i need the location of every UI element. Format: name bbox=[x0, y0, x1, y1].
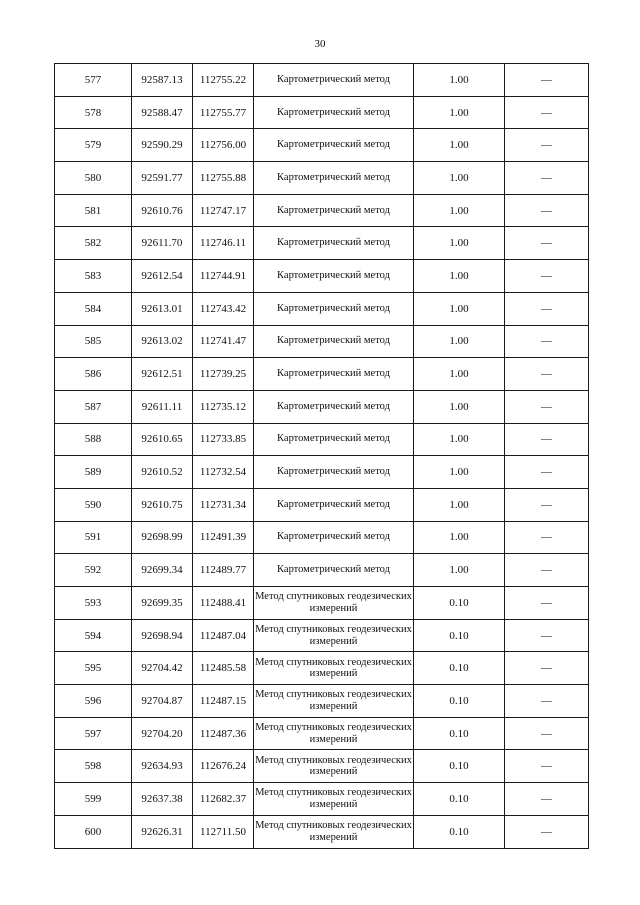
method-cell: Картометрический метод bbox=[254, 423, 414, 456]
method-cell: Картометрический метод bbox=[254, 292, 414, 325]
accuracy-cell: 1.00 bbox=[414, 554, 505, 587]
y-coordinate-cell: 112676.24 bbox=[193, 750, 254, 783]
description-cell: — bbox=[505, 162, 589, 195]
y-coordinate-cell: 112755.88 bbox=[193, 162, 254, 195]
point-number-cell: 587 bbox=[55, 390, 132, 423]
table-row bbox=[55, 750, 589, 783]
point-number-cell: 578 bbox=[55, 96, 132, 129]
x-coordinate-cell: 92611.11 bbox=[132, 390, 193, 423]
y-coordinate-cell: 112489.77 bbox=[193, 554, 254, 587]
method-cell: Картометрический метод bbox=[254, 488, 414, 521]
table-row bbox=[55, 260, 589, 293]
point-number-cell: 600 bbox=[55, 815, 132, 848]
y-coordinate-cell: 112755.22 bbox=[193, 64, 254, 97]
accuracy-cell: 1.00 bbox=[414, 325, 505, 358]
description-cell: — bbox=[505, 194, 589, 227]
description-cell: — bbox=[505, 96, 589, 129]
accuracy-cell: 0.10 bbox=[414, 619, 505, 652]
x-coordinate-cell: 92626.31 bbox=[132, 815, 193, 848]
description-cell: — bbox=[505, 815, 589, 848]
accuracy-cell: 1.00 bbox=[414, 488, 505, 521]
table-row bbox=[55, 390, 589, 423]
table-row bbox=[55, 325, 589, 358]
accuracy-cell: 1.00 bbox=[414, 96, 505, 129]
method-cell: Метод спутниковых геодезических измерений bbox=[254, 685, 414, 718]
description-cell: — bbox=[505, 587, 589, 620]
table-row bbox=[55, 227, 589, 260]
accuracy-cell: 1.00 bbox=[414, 521, 505, 554]
description-cell: — bbox=[505, 227, 589, 260]
table-row bbox=[55, 717, 589, 750]
description-cell: — bbox=[505, 488, 589, 521]
x-coordinate-cell: 92588.47 bbox=[132, 96, 193, 129]
method-cell: Картометрический метод bbox=[254, 390, 414, 423]
x-coordinate-cell: 92704.87 bbox=[132, 685, 193, 718]
x-coordinate-cell: 92612.54 bbox=[132, 260, 193, 293]
x-coordinate-cell: 92698.94 bbox=[132, 619, 193, 652]
description-cell: — bbox=[505, 64, 589, 97]
method-cell: Картометрический метод bbox=[254, 456, 414, 489]
method-cell: Картометрический метод bbox=[254, 554, 414, 587]
table-row bbox=[55, 685, 589, 718]
method-cell: Картометрический метод bbox=[254, 129, 414, 162]
table-row bbox=[55, 194, 589, 227]
method-cell: Картометрический метод bbox=[254, 358, 414, 391]
y-coordinate-cell: 112711.50 bbox=[193, 815, 254, 848]
y-coordinate-cell: 112487.15 bbox=[193, 685, 254, 718]
description-cell: — bbox=[505, 521, 589, 554]
description-cell: — bbox=[505, 129, 589, 162]
y-coordinate-cell: 112744.91 bbox=[193, 260, 254, 293]
point-number-cell: 594 bbox=[55, 619, 132, 652]
table-row bbox=[55, 358, 589, 391]
accuracy-cell: 1.00 bbox=[414, 260, 505, 293]
accuracy-cell: 0.10 bbox=[414, 815, 505, 848]
method-cell: Картометрический метод bbox=[254, 162, 414, 195]
description-cell: — bbox=[505, 685, 589, 718]
y-coordinate-cell: 112755.77 bbox=[193, 96, 254, 129]
x-coordinate-cell: 92610.52 bbox=[132, 456, 193, 489]
method-cell: Картометрический метод bbox=[254, 325, 414, 358]
x-coordinate-cell: 92698.99 bbox=[132, 521, 193, 554]
point-number-cell: 582 bbox=[55, 227, 132, 260]
table-row bbox=[55, 64, 589, 97]
y-coordinate-cell: 112743.42 bbox=[193, 292, 254, 325]
x-coordinate-cell: 92634.93 bbox=[132, 750, 193, 783]
coordinates-table bbox=[54, 63, 589, 849]
y-coordinate-cell: 112487.04 bbox=[193, 619, 254, 652]
method-cell: Картометрический метод bbox=[254, 64, 414, 97]
accuracy-cell: 0.10 bbox=[414, 717, 505, 750]
y-coordinate-cell: 112733.85 bbox=[193, 423, 254, 456]
description-cell: — bbox=[505, 652, 589, 685]
point-number-cell: 577 bbox=[55, 64, 132, 97]
accuracy-cell: 1.00 bbox=[414, 292, 505, 325]
table-row bbox=[55, 815, 589, 848]
description-cell: — bbox=[505, 423, 589, 456]
page-number: 30 bbox=[314, 38, 326, 50]
table-row bbox=[55, 652, 589, 685]
method-cell: Картометрический метод bbox=[254, 194, 414, 227]
accuracy-cell: 0.10 bbox=[414, 685, 505, 718]
x-coordinate-cell: 92610.75 bbox=[132, 488, 193, 521]
point-number-cell: 583 bbox=[55, 260, 132, 293]
point-number-cell: 589 bbox=[55, 456, 132, 489]
accuracy-cell: 1.00 bbox=[414, 227, 505, 260]
method-cell: Метод спутниковых геодезических измерений bbox=[254, 750, 414, 783]
x-coordinate-cell: 92591.77 bbox=[132, 162, 193, 195]
x-coordinate-cell: 92637.38 bbox=[132, 783, 193, 816]
point-number-cell: 584 bbox=[55, 292, 132, 325]
table-row bbox=[55, 96, 589, 129]
point-number-cell: 597 bbox=[55, 717, 132, 750]
table-row bbox=[55, 456, 589, 489]
point-number-cell: 585 bbox=[55, 325, 132, 358]
y-coordinate-cell: 112735.12 bbox=[193, 390, 254, 423]
method-cell: Метод спутниковых геодезических измерений bbox=[254, 717, 414, 750]
table-row bbox=[55, 488, 589, 521]
point-number-cell: 591 bbox=[55, 521, 132, 554]
method-cell: Метод спутниковых геодезических измерений bbox=[254, 619, 414, 652]
accuracy-cell: 0.10 bbox=[414, 652, 505, 685]
accuracy-cell: 1.00 bbox=[414, 358, 505, 391]
y-coordinate-cell: 112731.34 bbox=[193, 488, 254, 521]
table-row bbox=[55, 423, 589, 456]
y-coordinate-cell: 112487.36 bbox=[193, 717, 254, 750]
x-coordinate-cell: 92699.34 bbox=[132, 554, 193, 587]
point-number-cell: 579 bbox=[55, 129, 132, 162]
x-coordinate-cell: 92610.76 bbox=[132, 194, 193, 227]
y-coordinate-cell: 112741.47 bbox=[193, 325, 254, 358]
x-coordinate-cell: 92610.65 bbox=[132, 423, 193, 456]
point-number-cell: 586 bbox=[55, 358, 132, 391]
y-coordinate-cell: 112491.39 bbox=[193, 521, 254, 554]
point-number-cell: 588 bbox=[55, 423, 132, 456]
x-coordinate-cell: 92613.01 bbox=[132, 292, 193, 325]
table-row bbox=[55, 619, 589, 652]
point-number-cell: 599 bbox=[55, 783, 132, 816]
accuracy-cell: 1.00 bbox=[414, 162, 505, 195]
accuracy-cell: 1.00 bbox=[414, 129, 505, 162]
point-number-cell: 590 bbox=[55, 488, 132, 521]
coordinates-table-body bbox=[55, 64, 589, 849]
description-cell: — bbox=[505, 390, 589, 423]
point-number-cell: 580 bbox=[55, 162, 132, 195]
point-number-cell: 598 bbox=[55, 750, 132, 783]
description-cell: — bbox=[505, 358, 589, 391]
method-cell: Метод спутниковых геодезических измерений bbox=[254, 815, 414, 848]
method-cell: Картометрический метод bbox=[254, 260, 414, 293]
table-row bbox=[55, 521, 589, 554]
x-coordinate-cell: 92590.29 bbox=[132, 129, 193, 162]
accuracy-cell: 0.10 bbox=[414, 750, 505, 783]
y-coordinate-cell: 112732.54 bbox=[193, 456, 254, 489]
accuracy-cell: 1.00 bbox=[414, 390, 505, 423]
accuracy-cell: 1.00 bbox=[414, 456, 505, 489]
y-coordinate-cell: 112682.37 bbox=[193, 783, 254, 816]
point-number-cell: 592 bbox=[55, 554, 132, 587]
table-row bbox=[55, 162, 589, 195]
description-cell: — bbox=[505, 619, 589, 652]
x-coordinate-cell: 92699.35 bbox=[132, 587, 193, 620]
description-cell: — bbox=[505, 717, 589, 750]
method-cell: Картометрический метод bbox=[254, 96, 414, 129]
x-coordinate-cell: 92587.13 bbox=[132, 64, 193, 97]
table-row bbox=[55, 554, 589, 587]
accuracy-cell: 0.10 bbox=[414, 783, 505, 816]
method-cell: Картометрический метод bbox=[254, 227, 414, 260]
point-number-cell: 581 bbox=[55, 194, 132, 227]
accuracy-cell: 0.10 bbox=[414, 587, 505, 620]
table-row bbox=[55, 129, 589, 162]
accuracy-cell: 1.00 bbox=[414, 423, 505, 456]
description-cell: — bbox=[505, 750, 589, 783]
x-coordinate-cell: 92613.02 bbox=[132, 325, 193, 358]
y-coordinate-cell: 112488.41 bbox=[193, 587, 254, 620]
point-number-cell: 593 bbox=[55, 587, 132, 620]
method-cell: Картометрический метод bbox=[254, 521, 414, 554]
method-cell: Метод спутниковых геодезических измерений bbox=[254, 587, 414, 620]
method-cell: Метод спутниковых геодезических измерений bbox=[254, 652, 414, 685]
description-cell: — bbox=[505, 783, 589, 816]
description-cell: — bbox=[505, 456, 589, 489]
method-cell: Метод спутниковых геодезических измерений bbox=[254, 783, 414, 816]
table-row bbox=[55, 587, 589, 620]
description-cell: — bbox=[505, 554, 589, 587]
y-coordinate-cell: 112756.00 bbox=[193, 129, 254, 162]
description-cell: — bbox=[505, 325, 589, 358]
x-coordinate-cell: 92611.70 bbox=[132, 227, 193, 260]
table-row bbox=[55, 292, 589, 325]
accuracy-cell: 1.00 bbox=[414, 64, 505, 97]
point-number-cell: 596 bbox=[55, 685, 132, 718]
y-coordinate-cell: 112746.11 bbox=[193, 227, 254, 260]
x-coordinate-cell: 92704.42 bbox=[132, 652, 193, 685]
x-coordinate-cell: 92704.20 bbox=[132, 717, 193, 750]
y-coordinate-cell: 112747.17 bbox=[193, 194, 254, 227]
accuracy-cell: 1.00 bbox=[414, 194, 505, 227]
y-coordinate-cell: 112485.58 bbox=[193, 652, 254, 685]
table-row bbox=[55, 783, 589, 816]
description-cell: — bbox=[505, 260, 589, 293]
point-number-cell: 595 bbox=[55, 652, 132, 685]
x-coordinate-cell: 92612.51 bbox=[132, 358, 193, 391]
y-coordinate-cell: 112739.25 bbox=[193, 358, 254, 391]
description-cell: — bbox=[505, 292, 589, 325]
